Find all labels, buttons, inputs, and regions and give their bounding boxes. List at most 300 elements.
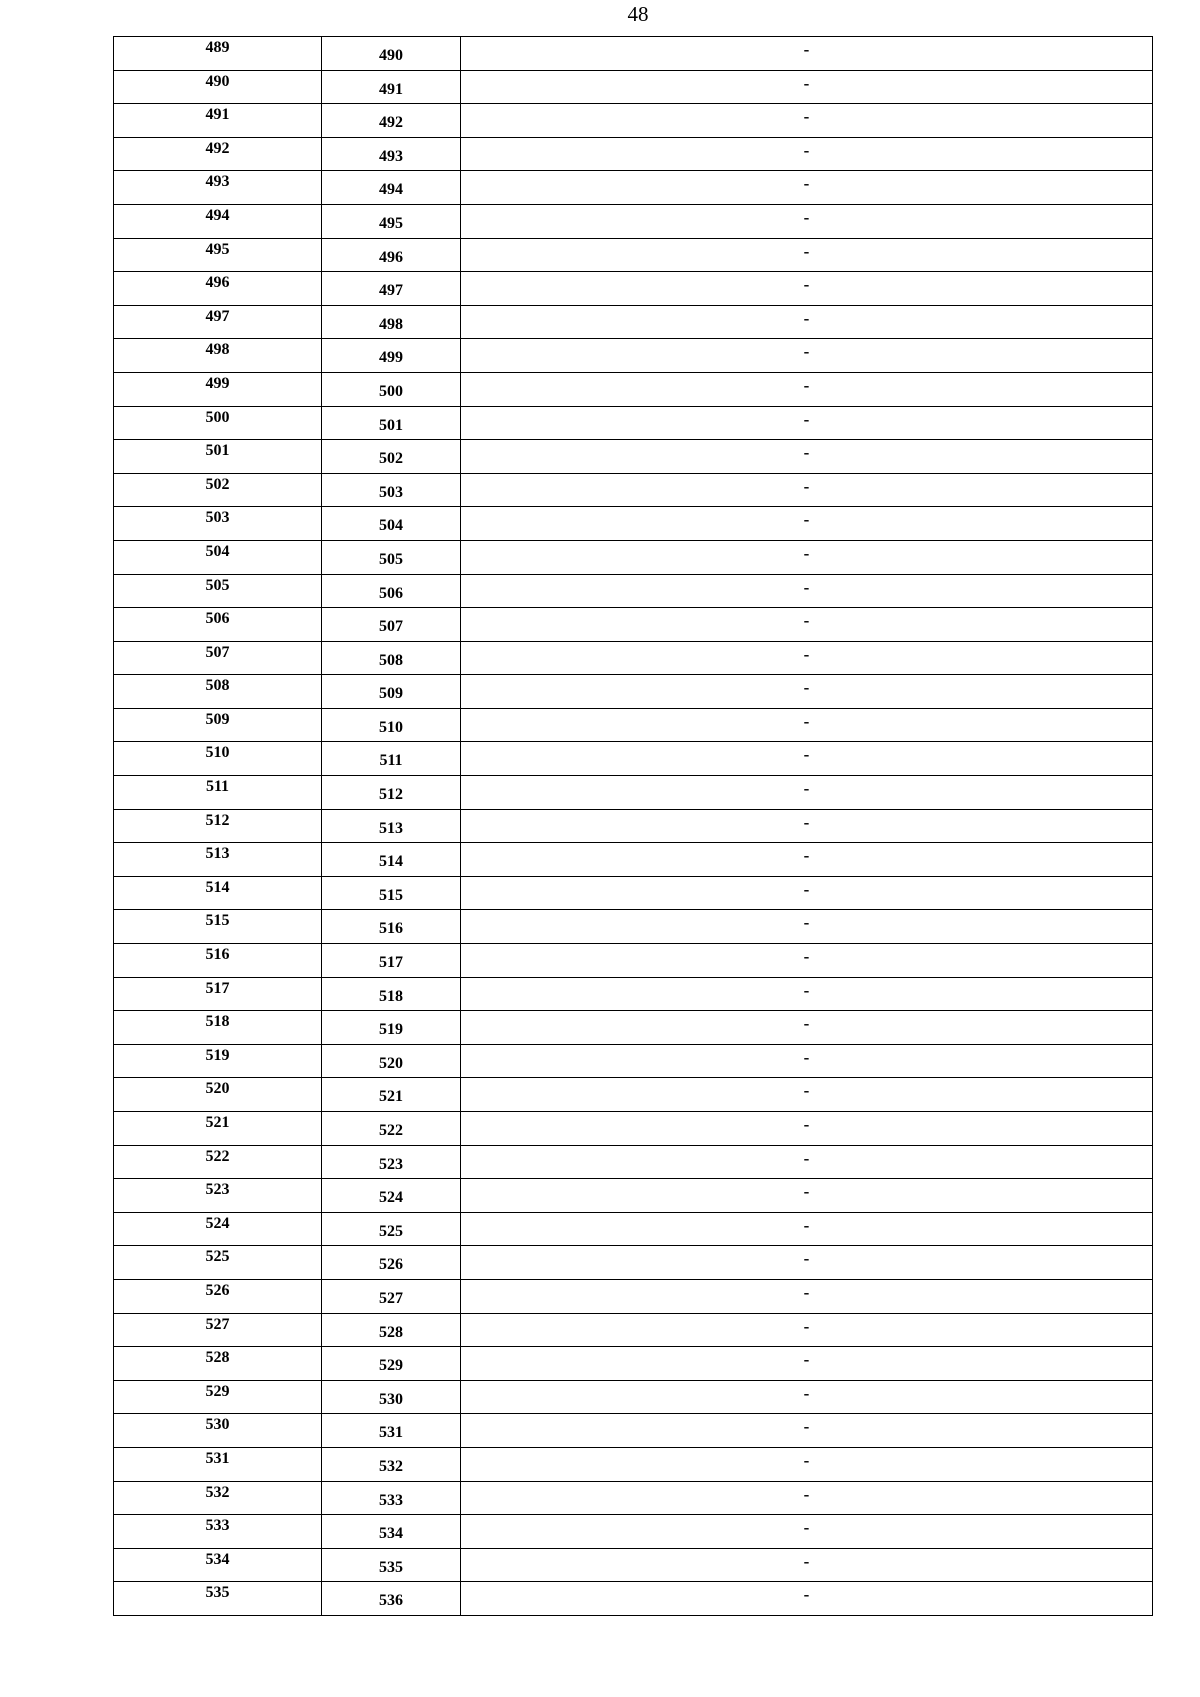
row-number-cell-text: 508 — [205, 677, 230, 695]
next-number-cell-text: 531 — [379, 1424, 403, 1442]
value-cell — [461, 742, 1153, 776]
value-cell — [461, 305, 1153, 339]
next-number-cell — [322, 372, 461, 406]
value-cell-text: - — [803, 1047, 810, 1067]
table-row — [114, 137, 1153, 171]
next-number-cell-text: 503 — [379, 483, 403, 501]
value-cell-text: - — [803, 1316, 810, 1336]
value-cell — [461, 1414, 1153, 1448]
row-number-cell-text: 517 — [205, 979, 230, 997]
row-number-cell — [114, 1246, 322, 1280]
next-number-cell — [322, 1414, 461, 1448]
row-number-cell-text: 516 — [205, 946, 230, 964]
table-row — [114, 1112, 1153, 1146]
next-number-cell-text: 492 — [379, 114, 403, 132]
value-cell-text: - — [803, 140, 810, 160]
next-number-cell-text: 498 — [379, 315, 403, 333]
next-number-cell — [322, 440, 461, 474]
row-number-cell-text: 527 — [205, 1315, 230, 1333]
next-number-cell — [322, 641, 461, 675]
value-cell-text: - — [803, 1383, 810, 1403]
value-cell — [461, 507, 1153, 541]
value-cell-text: - — [803, 1115, 810, 1134]
row-number-cell-text: 509 — [205, 710, 230, 728]
row-number-cell — [114, 372, 322, 406]
row-number-cell-text: 505 — [205, 576, 230, 594]
value-cell — [461, 776, 1153, 810]
value-cell — [461, 1212, 1153, 1246]
next-number-cell — [322, 1078, 461, 1112]
table-row — [114, 1548, 1153, 1582]
table-row — [114, 473, 1153, 507]
row-number-cell-text: 531 — [205, 1449, 230, 1467]
table-row — [114, 1582, 1153, 1616]
value-cell-text: - — [803, 879, 810, 899]
row-number-cell-text: 526 — [205, 1281, 230, 1299]
next-number-cell-text: 513 — [379, 819, 403, 837]
value-cell-text: - — [803, 644, 810, 664]
value-cell-text: - — [803, 409, 810, 429]
next-number-cell — [322, 37, 461, 71]
next-number-cell-text: 525 — [379, 1222, 403, 1240]
value-cell — [461, 1179, 1153, 1213]
next-number-cell — [322, 1582, 461, 1616]
next-number-cell — [322, 1313, 461, 1347]
row-number-cell-text: 529 — [205, 1382, 230, 1400]
row-number-cell — [114, 708, 322, 742]
row-number-cell — [114, 204, 322, 238]
next-number-cell — [322, 910, 461, 944]
next-number-cell-text: 522 — [379, 1122, 403, 1139]
row-number-cell-text: 496 — [205, 274, 230, 292]
next-number-cell-text: 536 — [379, 1592, 403, 1610]
next-number-cell-text: 533 — [379, 1491, 403, 1509]
next-number-cell-text: 521 — [379, 1088, 403, 1106]
value-cell — [461, 641, 1153, 675]
row-number-cell — [114, 70, 322, 104]
row-number-cell-text: 535 — [205, 1584, 230, 1602]
value-cell-text: - — [803, 611, 810, 631]
table-row — [114, 742, 1153, 776]
value-cell — [461, 372, 1153, 406]
row-number-cell — [114, 1145, 322, 1179]
next-number-cell-text: 520 — [379, 1054, 403, 1072]
row-number-cell — [114, 1414, 322, 1448]
table-row — [114, 1515, 1153, 1549]
table-row — [114, 641, 1153, 675]
row-number-cell-text: 533 — [205, 1517, 230, 1535]
next-number-cell — [322, 1145, 461, 1179]
next-number-cell-text: 515 — [379, 886, 403, 904]
row-number-cell-text: 525 — [205, 1248, 230, 1266]
table-row — [114, 305, 1153, 339]
table-row — [114, 238, 1153, 272]
value-cell — [461, 1044, 1153, 1078]
next-number-cell-text: 514 — [379, 853, 403, 871]
value-cell — [461, 1447, 1153, 1481]
table-row — [114, 1212, 1153, 1246]
row-number-cell-text: 532 — [205, 1483, 230, 1501]
next-number-cell-text: 506 — [379, 584, 403, 602]
value-cell-text: - — [803, 375, 810, 395]
next-number-cell-text: 527 — [379, 1289, 403, 1307]
table-row — [114, 1246, 1153, 1280]
table-row — [114, 843, 1153, 877]
table-row — [114, 1044, 1153, 1078]
row-number-cell-text: 492 — [205, 139, 230, 157]
value-cell-text: - — [803, 1585, 810, 1605]
next-number-cell — [322, 574, 461, 608]
row-number-cell — [114, 440, 322, 474]
row-number-cell-text: 506 — [205, 610, 230, 628]
value-cell-text: - — [803, 577, 810, 597]
value-cell-text: - — [803, 1215, 810, 1235]
value-cell-text: - — [803, 543, 810, 563]
value-cell — [461, 238, 1153, 272]
value-cell — [461, 574, 1153, 608]
value-cell-text: - — [803, 711, 810, 731]
row-number-cell — [114, 406, 322, 440]
row-number-cell — [114, 1078, 322, 1112]
next-number-cell-text: 509 — [379, 685, 403, 703]
row-number-cell-text: 530 — [205, 1416, 230, 1434]
value-cell — [461, 708, 1153, 742]
row-number-cell — [114, 1380, 322, 1414]
value-cell — [461, 944, 1153, 978]
value-cell — [461, 843, 1153, 877]
table-row — [114, 339, 1153, 373]
row-number-cell — [114, 1548, 322, 1582]
value-cell — [461, 1548, 1153, 1582]
next-number-cell-text: 532 — [379, 1457, 403, 1475]
value-cell-text: - — [803, 1014, 810, 1034]
row-number-cell — [114, 675, 322, 709]
next-number-cell — [322, 1011, 461, 1045]
row-number-cell-text: 528 — [205, 1349, 230, 1367]
next-number-cell — [322, 406, 461, 440]
next-number-cell — [322, 137, 461, 171]
next-number-cell — [322, 1515, 461, 1549]
next-number-cell-text: 508 — [379, 651, 403, 669]
row-number-cell-text: 501 — [205, 442, 230, 460]
row-number-cell — [114, 104, 322, 138]
row-number-cell-text: 500 — [205, 408, 230, 426]
next-number-cell — [322, 675, 461, 709]
table-row — [114, 372, 1153, 406]
next-number-cell — [322, 1447, 461, 1481]
next-number-cell — [322, 1548, 461, 1582]
row-number-cell-text: 507 — [205, 643, 230, 661]
row-number-cell — [114, 238, 322, 272]
row-number-cell — [114, 641, 322, 675]
value-cell — [461, 1515, 1153, 1549]
value-cell — [461, 910, 1153, 944]
next-number-cell-text: 519 — [379, 1021, 403, 1039]
row-number-cell — [114, 843, 322, 877]
next-number-cell-text: 507 — [379, 618, 403, 636]
next-number-cell-text: 530 — [379, 1390, 403, 1408]
table-row — [114, 944, 1153, 978]
row-number-cell-text: 499 — [205, 374, 230, 392]
next-number-cell-text: 491 — [379, 80, 403, 98]
table-row — [114, 272, 1153, 306]
value-cell-text: - — [803, 308, 810, 328]
value-cell — [461, 1078, 1153, 1112]
row-number-cell-text: 497 — [205, 307, 230, 325]
table-row — [114, 1447, 1153, 1481]
row-number-cell-text: 514 — [205, 878, 230, 896]
row-number-cell-text: 518 — [205, 1013, 230, 1031]
next-number-cell — [322, 977, 461, 1011]
table-row — [114, 1078, 1153, 1112]
next-number-cell-text: 495 — [379, 214, 403, 232]
next-number-cell-text: 523 — [379, 1155, 403, 1173]
table-row — [114, 1179, 1153, 1213]
table-row — [114, 1414, 1153, 1448]
value-cell — [461, 1481, 1153, 1515]
value-cell — [461, 1246, 1153, 1280]
row-number-cell-text: 522 — [205, 1147, 230, 1165]
table-row — [114, 1481, 1153, 1515]
next-number-cell-text: 529 — [379, 1357, 403, 1375]
value-cell-text: - — [803, 510, 810, 530]
row-number-cell — [114, 1212, 322, 1246]
table-row — [114, 910, 1153, 944]
table-row — [114, 876, 1153, 910]
value-cell-text: - — [803, 1081, 810, 1101]
value-cell — [461, 171, 1153, 205]
table-row — [114, 204, 1153, 238]
next-number-cell — [322, 742, 461, 776]
next-number-cell — [322, 1179, 461, 1213]
value-cell — [461, 137, 1153, 171]
value-cell — [461, 339, 1153, 373]
row-number-cell — [114, 1279, 322, 1313]
value-cell — [461, 272, 1153, 306]
value-cell — [461, 1279, 1153, 1313]
row-number-cell — [114, 1011, 322, 1045]
value-cell — [461, 70, 1153, 104]
next-number-cell — [322, 473, 461, 507]
next-number-cell-text: 493 — [379, 147, 403, 165]
row-number-cell-text: 520 — [205, 1080, 230, 1098]
value-cell — [461, 675, 1153, 709]
table-row — [114, 406, 1153, 440]
row-number-cell-text: 504 — [205, 542, 230, 560]
value-cell-text: - — [803, 1282, 810, 1302]
next-number-cell — [322, 944, 461, 978]
next-number-cell — [322, 776, 461, 810]
value-cell-text: - — [803, 812, 810, 832]
next-number-cell-text: 518 — [379, 987, 403, 1005]
table-row — [114, 1145, 1153, 1179]
value-cell — [461, 1313, 1153, 1347]
table-row — [114, 1011, 1153, 1045]
row-number-cell-text: 523 — [205, 1181, 230, 1199]
next-number-cell-text: 490 — [379, 47, 403, 64]
next-number-cell-text: 500 — [379, 382, 403, 400]
next-number-cell-text: 528 — [379, 1323, 403, 1341]
next-number-cell — [322, 1347, 461, 1381]
value-cell-text: - — [803, 1450, 810, 1470]
row-number-cell-text: 494 — [205, 206, 230, 224]
next-number-cell — [322, 238, 461, 272]
next-number-cell-text: 499 — [379, 349, 403, 367]
row-number-cell-text: 513 — [205, 845, 230, 863]
value-cell-text: - — [803, 275, 810, 295]
row-number-cell-text: 512 — [205, 811, 230, 829]
row-number-cell-text: 502 — [205, 475, 230, 493]
row-number-cell — [114, 1582, 322, 1616]
row-number-cell — [114, 1313, 322, 1347]
next-number-cell-text: 512 — [379, 786, 403, 804]
next-number-cell — [322, 1481, 461, 1515]
value-cell-text: - — [803, 476, 810, 496]
next-number-cell — [322, 272, 461, 306]
table-body — [114, 37, 1153, 1616]
next-number-cell-text: 511 — [379, 752, 403, 770]
next-number-cell-text: 526 — [379, 1256, 403, 1274]
row-number-cell — [114, 540, 322, 574]
next-number-cell — [322, 204, 461, 238]
row-number-cell — [114, 944, 322, 978]
next-number-cell — [322, 540, 461, 574]
row-number-cell-text: 511 — [205, 778, 230, 796]
value-cell — [461, 608, 1153, 642]
value-cell-text: - — [803, 947, 810, 967]
next-number-cell-text: 517 — [379, 954, 403, 972]
row-number-cell-text: 534 — [205, 1550, 230, 1568]
table-row — [114, 1380, 1153, 1414]
next-number-cell — [322, 1246, 461, 1280]
table-row — [114, 1279, 1153, 1313]
row-number-cell-text: 493 — [205, 173, 230, 191]
row-number-cell — [114, 171, 322, 205]
row-number-cell — [114, 1447, 322, 1481]
value-cell-text: - — [803, 1484, 810, 1504]
value-cell — [461, 473, 1153, 507]
value-cell — [461, 1582, 1153, 1616]
next-number-cell — [322, 1279, 461, 1313]
next-number-cell-text: 496 — [379, 248, 403, 266]
row-number-cell — [114, 977, 322, 1011]
value-cell — [461, 104, 1153, 138]
next-number-cell-text: 510 — [379, 718, 403, 736]
table-row — [114, 507, 1153, 541]
table-row — [114, 37, 1153, 71]
value-cell — [461, 1380, 1153, 1414]
value-cell-text: - — [803, 40, 810, 59]
value-cell-text: - — [803, 1148, 810, 1168]
next-number-cell-text: 497 — [379, 282, 403, 300]
value-cell — [461, 1347, 1153, 1381]
next-number-cell-text: 535 — [379, 1558, 403, 1576]
data-table — [113, 36, 1153, 1616]
value-cell-text: - — [803, 207, 810, 227]
row-number-cell — [114, 809, 322, 843]
value-cell-text: - — [803, 174, 810, 194]
value-cell — [461, 1011, 1153, 1045]
value-cell-text: - — [803, 1417, 810, 1437]
value-cell-text: - — [803, 913, 810, 933]
table-row — [114, 977, 1153, 1011]
row-number-cell — [114, 1481, 322, 1515]
value-cell — [461, 540, 1153, 574]
table-row — [114, 574, 1153, 608]
value-cell-text: - — [803, 1518, 810, 1538]
value-cell-text: - — [803, 779, 810, 799]
next-number-cell-text: 494 — [379, 181, 403, 199]
row-number-cell-text: 521 — [205, 1114, 230, 1131]
next-number-cell-text: 502 — [379, 450, 403, 468]
table-row — [114, 608, 1153, 642]
value-cell — [461, 37, 1153, 71]
row-number-cell — [114, 1112, 322, 1146]
value-cell-text: - — [803, 1350, 810, 1370]
table-row — [114, 809, 1153, 843]
next-number-cell — [322, 708, 461, 742]
row-number-cell — [114, 272, 322, 306]
table-row — [114, 1313, 1153, 1347]
row-number-cell — [114, 305, 322, 339]
value-cell-text: - — [803, 846, 810, 866]
row-number-cell — [114, 137, 322, 171]
value-cell-text: - — [803, 1249, 810, 1269]
value-cell — [461, 977, 1153, 1011]
table-row — [114, 171, 1153, 205]
value-cell — [461, 809, 1153, 843]
next-number-cell-text: 516 — [379, 920, 403, 938]
next-number-cell-text: 534 — [379, 1525, 403, 1543]
value-cell — [461, 204, 1153, 238]
value-cell-text: - — [803, 443, 810, 463]
row-number-cell — [114, 1347, 322, 1381]
table-row — [114, 440, 1153, 474]
next-number-cell — [322, 843, 461, 877]
value-cell-text: - — [803, 1551, 810, 1571]
next-number-cell-text: 501 — [379, 416, 403, 434]
value-cell-text: - — [803, 980, 810, 1000]
row-number-cell-text: 510 — [205, 744, 230, 762]
value-cell — [461, 876, 1153, 910]
table-row — [114, 1347, 1153, 1381]
next-number-cell — [322, 70, 461, 104]
row-number-cell — [114, 876, 322, 910]
next-number-cell-text: 524 — [379, 1189, 403, 1207]
table-row — [114, 540, 1153, 574]
value-cell — [461, 406, 1153, 440]
value-cell-text: - — [803, 678, 810, 698]
next-number-cell — [322, 171, 461, 205]
row-number-cell-text: 524 — [205, 1214, 230, 1232]
next-number-cell — [322, 608, 461, 642]
table-row — [114, 104, 1153, 138]
next-number-cell — [322, 1044, 461, 1078]
value-cell-text: - — [803, 342, 810, 362]
row-number-cell-text: 519 — [205, 1046, 230, 1064]
next-number-cell — [322, 104, 461, 138]
row-number-cell — [114, 473, 322, 507]
next-number-cell — [322, 1212, 461, 1246]
table-row — [114, 70, 1153, 104]
table-row — [114, 708, 1153, 742]
row-number-cell-text: 491 — [205, 106, 230, 124]
row-number-cell-text: 515 — [205, 912, 230, 930]
row-number-cell — [114, 608, 322, 642]
value-cell-text: - — [803, 107, 810, 127]
row-number-cell — [114, 1044, 322, 1078]
page-number: 48 — [627, 2, 649, 26]
